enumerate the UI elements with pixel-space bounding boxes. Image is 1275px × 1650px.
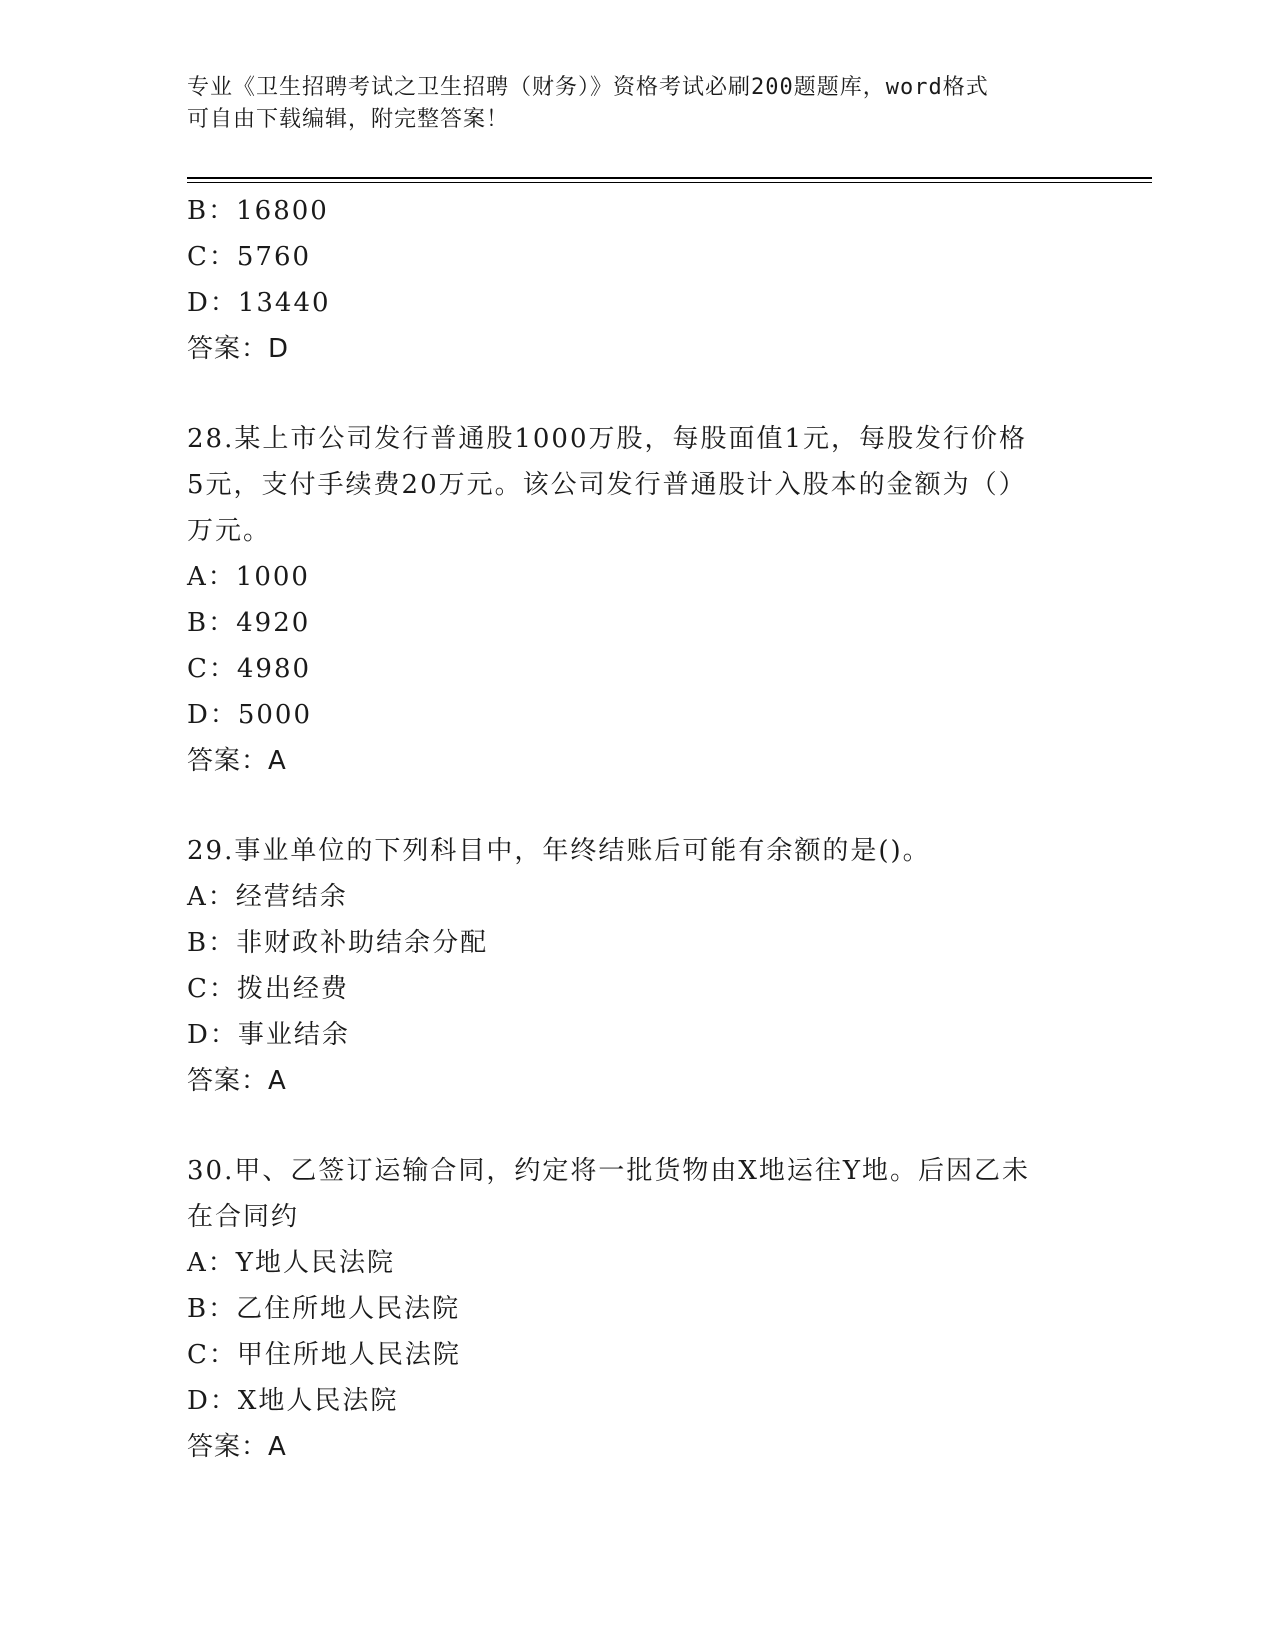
q29-stem-line-1: 29.事业单位的下列科目中，年终结账后可能有余额的是()。: [187, 836, 931, 866]
question-gap: [187, 1104, 1087, 1148]
q28-stem-line-3: 万元。: [187, 516, 272, 546]
q27-option-b: B：16800: [187, 196, 329, 226]
header-title-line-1: 专业《卫生招聘考试之卫生招聘（财务）》资格考试必刷200题题库，word格式: [187, 75, 989, 100]
q28-option-c: C：4980: [187, 654, 312, 684]
q27-answer: 答案：D: [187, 334, 290, 364]
header-title-line-2: 可自由下载编辑，附完整答案！: [187, 107, 510, 132]
question-30: [187, 1148, 1087, 1470]
q29-option-c: C：拨出经费: [187, 974, 349, 1004]
q28-option-d: D：5000: [187, 700, 313, 730]
q28-answer: 答案：A: [187, 746, 287, 776]
question-28: [187, 416, 1087, 784]
q30-option-c: C：甲住所地人民法院: [187, 1340, 461, 1370]
q27-option-d: D：13440: [187, 288, 331, 318]
header-divider-thin: [187, 182, 1152, 183]
q28-stem-line-2: 5元，支付手续费20万元。该公司发行普通股计入股本的金额为（）: [187, 470, 1027, 500]
q30-stem-line-1: 30.甲、乙签订运输合同，约定将一批货物由X地运往Y地。后因乙未: [187, 1156, 1031, 1186]
q28-option-b: B：4920: [187, 608, 311, 638]
question-gap: [187, 372, 1087, 416]
question-list: [187, 188, 1087, 1470]
page-header: [187, 72, 1067, 136]
q29-option-a: A：经营结余: [187, 882, 348, 912]
q30-answer: 答案：A: [187, 1432, 287, 1462]
question-29: [187, 828, 1087, 1104]
q30-option-a: A：Y地人民法院: [187, 1248, 395, 1278]
q30-option-d: D：X地人民法院: [187, 1386, 399, 1416]
q27-option-c: C：5760: [187, 242, 312, 272]
q30-stem-line-2: 在合同约: [187, 1202, 300, 1232]
q28-stem-line-1: 28.某上市公司发行普通股1000万股，每股面值1元，每股发行价格: [187, 424, 1028, 454]
question-gap: [187, 784, 1087, 828]
q30-option-b: B：乙住所地人民法院: [187, 1294, 461, 1324]
q29-option-b: B：非财政补助结余分配: [187, 928, 489, 958]
q29-answer: 答案：A: [187, 1066, 287, 1096]
q28-option-a: A：1000: [187, 562, 310, 592]
header-divider-thick: [187, 177, 1152, 179]
q29-option-d: D：事业结余: [187, 1020, 350, 1050]
question-27: [187, 188, 1087, 372]
